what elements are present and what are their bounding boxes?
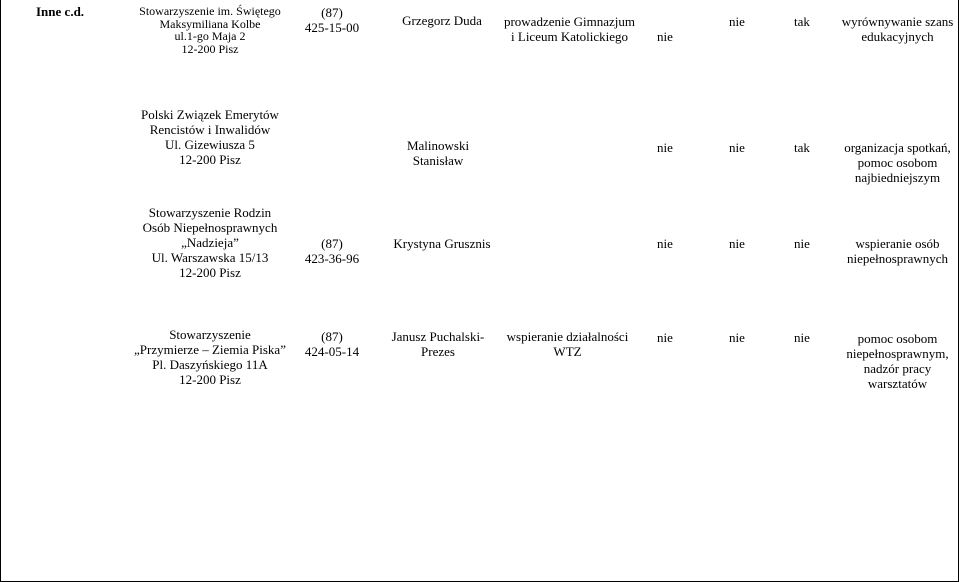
table-row-2-col1: nie <box>657 236 673 251</box>
table-row-1-col1: nie <box>657 140 673 155</box>
cell-line: organizacja spotkań, <box>844 140 951 155</box>
cell-line: 423-36-96 <box>304 251 360 266</box>
cell-line: Osób Niepełnosprawnych <box>142 220 278 235</box>
cell-line: najbiedniejszym <box>854 170 941 185</box>
cell-line: Polski Związek Emerytów <box>141 107 279 122</box>
table-row-0-col3: tak <box>794 14 810 29</box>
table-row-3-org <box>130 327 290 387</box>
cell-line: edukacyjnych <box>861 29 934 44</box>
cell-line: Prezes <box>421 344 455 359</box>
table-row-1-col3: tak <box>794 140 810 155</box>
table-row-2-person <box>382 236 502 251</box>
cell-line: (87) <box>321 329 343 344</box>
cell-line: niepełnosprawnym, <box>846 346 949 361</box>
category-line: c.d. <box>64 4 85 19</box>
table-row-3-activity <box>495 329 640 359</box>
table-row-0-goal <box>835 14 959 44</box>
cell-line: nadzór pracy <box>863 361 932 376</box>
cell-line: pomoc osobom <box>857 155 938 170</box>
table-row-1-goal <box>835 140 959 185</box>
table-row-3-col2: nie <box>729 330 745 345</box>
cell-line: Rencistów i Inwalidów <box>149 122 271 137</box>
cell-line: Malinowski <box>406 138 470 153</box>
cell-line: ul.1-go Maja 2 <box>174 29 246 43</box>
cell-line: wyrównywanie szans <box>841 14 954 29</box>
cell-line: Krystyna Grusznis <box>393 236 491 251</box>
table-row-1-person <box>378 138 498 168</box>
col-border <box>0 0 1 581</box>
cell-line: Ul. Warszawska 15/13 <box>151 250 269 265</box>
table-row-0-org <box>135 5 285 55</box>
table-row-2-col3: nie <box>794 236 810 251</box>
cell-line: pomoc osobom <box>857 331 938 346</box>
cell-line: (87) <box>321 5 343 20</box>
category-label <box>36 4 84 19</box>
cell-line: 12-200 Pisz <box>181 41 239 56</box>
table-row-3-phone <box>292 329 372 359</box>
cell-line: wspieranie działalności <box>506 329 629 344</box>
cell-line: „Nadzieja” <box>181 235 239 250</box>
cell-line: Pl. Daszyńskiego 11A <box>152 357 268 372</box>
cell-line: Janusz Puchalski- <box>391 329 485 344</box>
table-row-1-col2: nie <box>729 140 745 155</box>
category-line: Inne <box>36 4 62 19</box>
cell-line: (87) <box>321 236 343 251</box>
table-row-2-phone <box>292 236 372 266</box>
cell-line: prowadzenie Gimnazjum <box>503 14 636 29</box>
cell-line: 12-200 Pisz <box>179 152 241 167</box>
cell-line: warsztatów <box>867 376 928 391</box>
cell-line: Stanisław <box>412 153 464 168</box>
cell-line: Maksymiliana Kolbe <box>159 16 261 31</box>
table-row-3-col3: nie <box>794 330 810 345</box>
cell-line: „Przymierze – Ziemia Piska” <box>134 342 286 357</box>
cell-line: WTZ <box>553 344 582 359</box>
table-row-0-phone <box>292 5 372 35</box>
cell-line: i Liceum Katolickiego <box>511 29 628 44</box>
cell-line: wspieranie osób <box>855 236 940 251</box>
table-row-0-col1: nie <box>657 29 673 44</box>
table-row-3-person <box>378 329 498 359</box>
cell-line: Stowarzyszenie im. Świętego <box>139 4 281 18</box>
table-row-2-org <box>130 205 290 280</box>
cell-line: 12-200 Pisz <box>179 372 241 387</box>
table-row-0-person <box>382 13 502 28</box>
table-row-3-goal <box>835 331 959 391</box>
table-row-0-col2: nie <box>729 14 745 29</box>
cell-line: Grzegorz Duda <box>402 13 482 28</box>
table-row-0-activity <box>497 14 642 44</box>
cell-line: Stowarzyszenie <box>169 327 251 342</box>
cell-line: Stowarzyszenie Rodzin <box>148 205 272 220</box>
table-row-1-org <box>130 107 290 167</box>
table-row-2-goal <box>835 236 959 266</box>
cell-line: niepełnosprawnych <box>846 251 949 266</box>
cell-line: 425-15-00 <box>304 20 360 35</box>
cell-line: Ul. Gizewiusza 5 <box>165 137 255 152</box>
cell-line: 12-200 Pisz <box>179 265 241 280</box>
table-row-3-col1: nie <box>657 330 673 345</box>
table-row-2-col2: nie <box>729 236 745 251</box>
cell-line: 424-05-14 <box>304 344 360 359</box>
